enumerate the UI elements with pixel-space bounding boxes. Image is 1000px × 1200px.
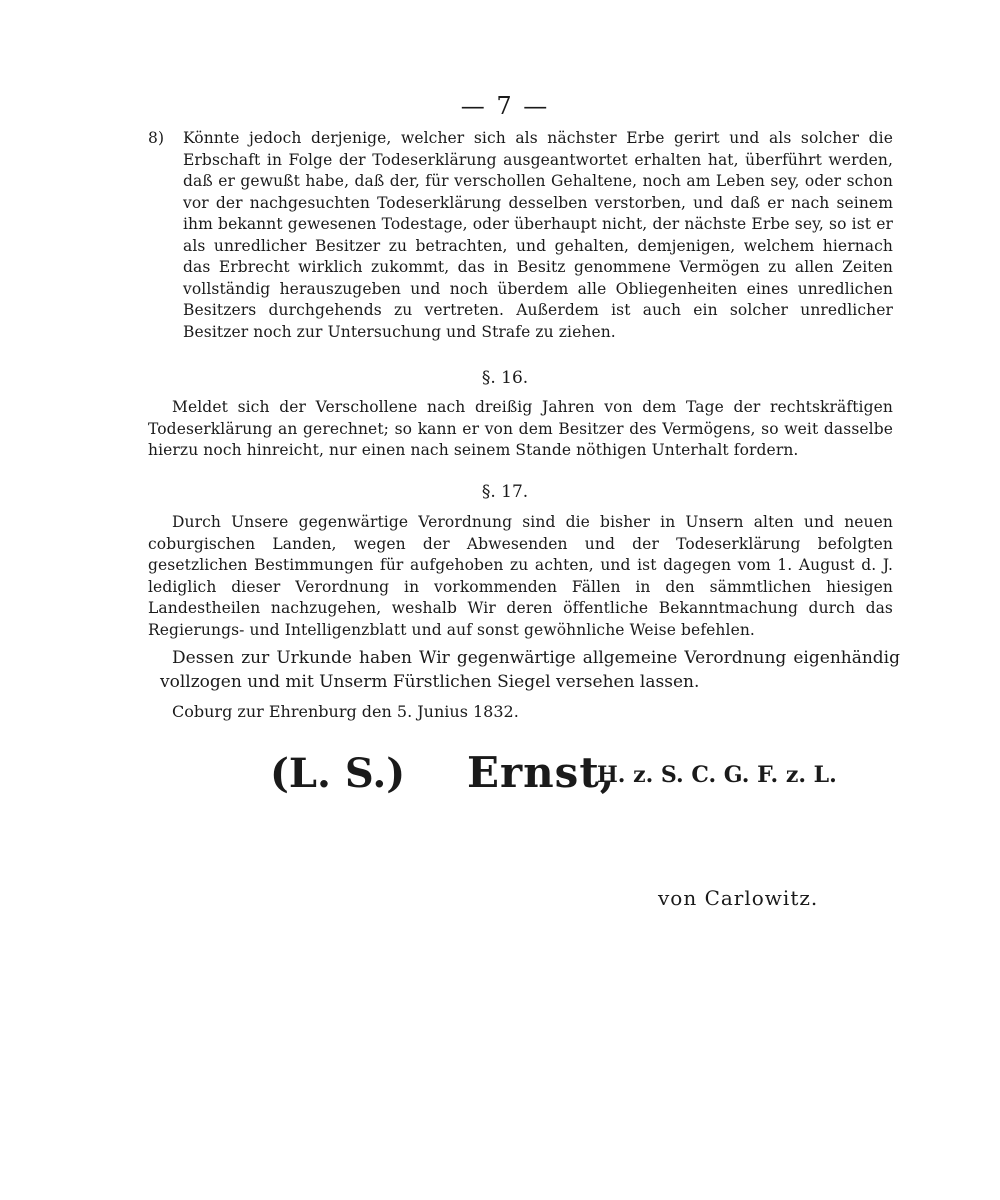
section-17-heading: §. 17.: [481, 482, 529, 502]
point-8-number: 8): [148, 129, 165, 147]
closing-paragraph: Dessen zur Urkunde haben Wir gegenwärtige allgemeine Verordnung eigenhändig vollzogen und mit Unserm Fürstlichen Siegel versehen lassen.: [160, 648, 900, 692]
point-8: [148, 128, 893, 343]
point-8-text: Könnte jedoch derjenige, welcher sich als nächster Erbe gerirt und als solcher die Erbschaft in Folge der Todeserklärung ausgeantwortet erhalten hat, überführt werden, daß er gewußt habe, daß der, für verschollen Gehaltene, noch am Leben sey, oder schon vor der nachgesuchten Todeserklärung desselben verstorben, und daß er nach seinem ihm bekannt gewesenen Todestage, oder überhaupt nicht, der nächste Erbe sey, so ist er als unredlicher Besitzer zu betrachten, und gehalten, demjenigen, welchem hiernach das Erbrecht wirklich zukommt, das in Besitz genommene Vermögen zu allen Zeiten vollständig herauszugeben und noch überdem alle Obliegenheiten eines unredlichen Besitzers durchgehends zu vertreten. Außerdem ist auch ein solcher unredlicher Besitzer noch zur Untersuchung und Strafe zu ziehen.: [183, 129, 893, 341]
section-16-heading: §. 16.: [481, 368, 529, 388]
countersignature: von Carlowitz.: [658, 886, 819, 910]
section-16-text: Meldet sich der Verschollene nach dreißig Jahren von dem Tage der rechtskräftigen Todeserklärung an gerechnet; so kann er von dem Besitzer des Vermögens, so weit dasselbe hierzu noch hinreicht, nur einen nach seinem Stande nöthigen Unterhalt fordern.: [148, 398, 893, 459]
section-17-text: Durch Unsere gegenwärtige Verordnung sind die bisher in Unsern alten und neuen coburgischen Landen, wegen der Abwesenden und der Todeserklärung befolgten gesetzlichen Bestimmungen für aufgehoben zu achten, und ist dagegen vom 1. August d. J. lediglich dieser Verordnung in vorkommenden Fällen in den sämmtlichen hiesigen Landestheilen nachzugehen, weshalb Wir deren öffentliche Bekanntmachung durch das Regierungs- und Intelligenzblatt und auf sonst gewöhnliche Weise befehlen.: [148, 513, 893, 639]
dateline: Coburg zur Ehrenburg den 5. Junius 1832.: [172, 702, 519, 721]
signature-title: H. z. S. C. G. F. z. L.: [597, 762, 837, 788]
signature-name: Ernst,: [467, 748, 616, 797]
page-number: — 7 —: [460, 92, 550, 120]
seal-mark: (L. S.): [270, 750, 406, 797]
